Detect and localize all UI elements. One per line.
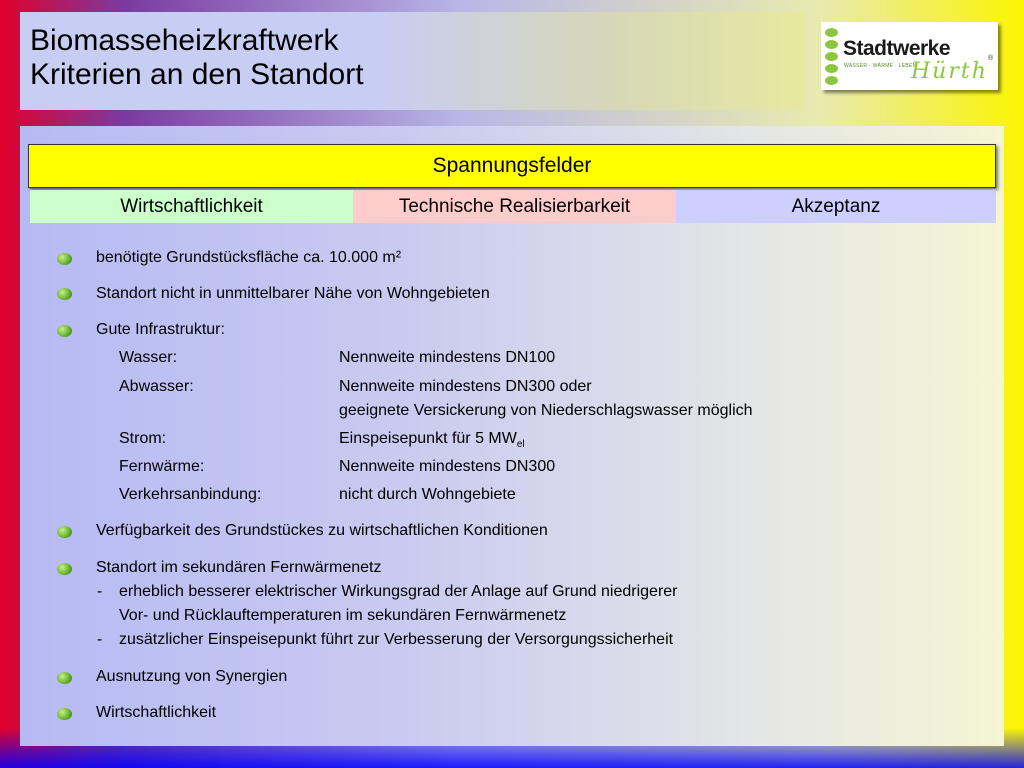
infra-label: Fernwärme: bbox=[119, 458, 205, 475]
logo-leaf-icon bbox=[825, 76, 838, 85]
list-item: Wirtschaftlichkeit bbox=[96, 704, 217, 721]
bullet-icon bbox=[57, 708, 72, 720]
infra-value: Nennweite mindestens DN100 bbox=[339, 349, 556, 366]
infra-value-subscript: el bbox=[516, 439, 525, 451]
logo-leaf-icon bbox=[825, 64, 838, 73]
list-item: Standort im sekundären Fernwärmenetz bbox=[96, 559, 382, 576]
logo-leaf-icon bbox=[825, 28, 838, 37]
infra-label: Verkehrsanbindung: bbox=[119, 486, 262, 503]
infra-value-text: Einspeisepunkt für 5 MW bbox=[339, 430, 517, 447]
infra-value: Nennweite mindestens DN300 bbox=[339, 458, 556, 475]
title-line-2: Kriterien an den Standort bbox=[30, 58, 364, 91]
banner-spannungsfelder: Spannungsfelder bbox=[28, 144, 996, 188]
sub-item-dash: - bbox=[97, 631, 103, 648]
infra-label: Strom: bbox=[119, 430, 167, 447]
bullet-icon bbox=[57, 288, 72, 300]
title-line-1: Biomasseheizkraftwerk bbox=[30, 24, 339, 57]
bullet-icon bbox=[57, 325, 72, 337]
infra-value: nicht durch Wohngebiete bbox=[339, 486, 516, 503]
tab-wirtschaftlichkeit: Wirtschaftlichkeit bbox=[30, 190, 353, 223]
infra-label: Abwasser: bbox=[119, 378, 194, 395]
stadtwerke-logo bbox=[821, 22, 998, 90]
bullet-icon bbox=[57, 672, 72, 684]
bullet-icon bbox=[57, 526, 72, 538]
bullet-icon bbox=[57, 563, 72, 575]
logo-city: Hürth bbox=[911, 59, 988, 84]
sub-item-dash: - bbox=[97, 583, 103, 600]
list-item: Gute Infrastruktur: bbox=[96, 321, 225, 338]
tab-akzeptanz: Akzeptanz bbox=[676, 190, 996, 223]
sub-item: erheblich besserer elektrischer Wirkungsgrad der Anlage auf Grund niedrigerer bbox=[119, 583, 678, 600]
list-item: Verfügbarkeit des Grundstückes zu wirtschaftlichen Konditionen bbox=[96, 522, 548, 539]
list-item: benötigte Grundstücksfläche ca. 10.000 m² bbox=[96, 249, 402, 266]
list-item: Ausnutzung von Synergien bbox=[96, 668, 288, 685]
sub-item: Vor- und Rücklauftemperaturen im sekundären Fernwärmenetz bbox=[119, 607, 567, 624]
logo-name: Stadtwerke bbox=[843, 37, 951, 60]
bullet-icon bbox=[57, 253, 72, 265]
logo-leaf-icon bbox=[825, 40, 838, 49]
infra-value: Nennweite mindestens DN300 oder bbox=[339, 378, 592, 395]
logo-leaf-icon bbox=[825, 52, 838, 61]
slide-title bbox=[30, 24, 364, 92]
logo-registered-mark: ® bbox=[988, 55, 994, 62]
list-item: Standort nicht in unmittelbarer Nähe von Wohngebieten bbox=[96, 285, 490, 302]
category-tabs bbox=[30, 190, 996, 223]
infra-value: geeignete Versickerung von Niederschlagswasser möglich bbox=[339, 402, 753, 419]
logo-tagline: WASSER · WÄRME · LEBEN bbox=[844, 63, 917, 69]
tab-technische-realisierbarkeit: Technische Realisierbarkeit bbox=[353, 190, 676, 223]
infra-label: Wasser: bbox=[119, 349, 178, 366]
infra-value bbox=[339, 429, 525, 455]
sub-item: zusätzlicher Einspeisepunkt führt zur Verbesserung der Versorgungssicherheit bbox=[119, 631, 674, 648]
